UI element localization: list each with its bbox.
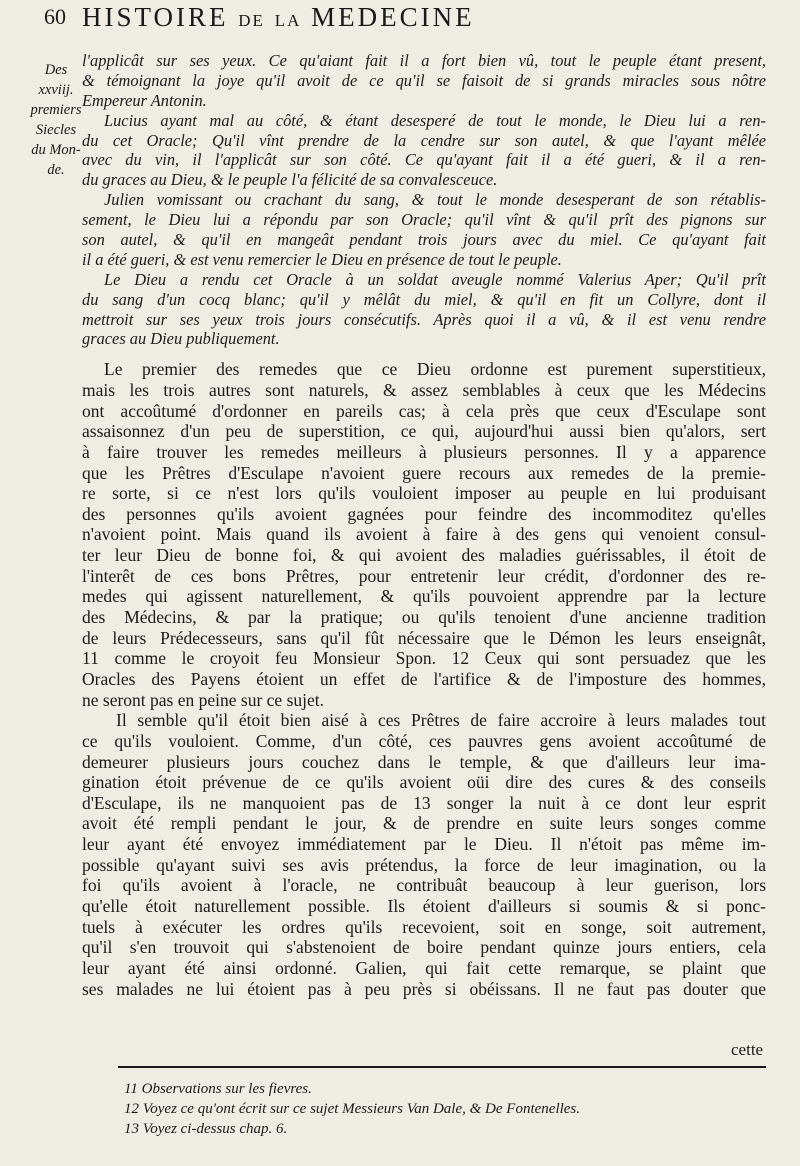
text-line: l'interêt de ces bons Prêtres, pour entretenir leur crédit, d'ordonner des re- (82, 565, 766, 586)
text-line: il a été gueri, & est venu remercier le Dieu en présence de tout le peuple. (82, 249, 562, 269)
text-line: des personnes qu'ils avoient gagnées pour feindre des incommoditez qu'elles (82, 503, 766, 524)
text-line: mettroit sur ses yeux trois jours consécutifs. Après quoi il a vû, & il est venu rendre (82, 309, 766, 329)
text-line: gination étoit prévenue de ce qu'ils avoient oüi dire des cures & des conseils (82, 772, 766, 793)
catchword: cette (731, 1040, 764, 1059)
page-header (44, 2, 784, 42)
paragraph-gap (82, 349, 766, 359)
text-line: leur ayant été ainsi ordonné. Galien, qui fait cette remarque, se plaint que (82, 957, 766, 978)
footnote: 13 Voyez ci-dessus chap. 6. (124, 1121, 288, 1137)
text-line: ce qu'ils vouloient. Comme, d'un côté, ces pauvres gens avoient accoûtumé de (82, 730, 766, 751)
text-line: Empereur Antonin. (82, 90, 207, 110)
text-line: mais les trois autres sont naturels, & assez semblables à ceux que les Médecins (82, 380, 766, 400)
text-line: avec du vin, il l'applicât sur son côté. Ce qu'ayant fait il a été gueri, & il a ren- (82, 150, 766, 170)
text-line: ter leur Dieu de bonne foi, & qui avoient des maladies guérissables, il étoit de (82, 545, 766, 566)
text-line: qu'il s'en trouvoit qui s'abstenoient de boire pendant quinze jours entiers, cela (82, 937, 766, 958)
text-line: medes qui agissent naturellement, & qu'ils pouvoient apprendre par la lecture (82, 586, 766, 607)
text-line: tuels à exécuter les ordres qu'ils recevoient, soit en songe, soit autrement, (82, 916, 766, 937)
margin-note-line: du Mon- (31, 142, 81, 158)
footnote-rule (118, 1066, 766, 1068)
text-line: de leurs Prédecesseurs, sans qu'il fût nécessaire que le Démon les leurs enseignât, (82, 627, 766, 648)
text-line: Lucius ayant mal au côté, & étant desesperé de tout le monde, le Dieu lui a ren- (104, 110, 766, 130)
text-line: ses malades ne lui étoient pas à peu près si obéissans. Il ne faut pas douter que (82, 978, 766, 999)
text-line: du sang d'un cocq blanc; qu'il y mêlât du miel, & qu'il en fit un Collyre, dont il (82, 289, 766, 309)
text-line: ont accoûtumé d'ordonner en pareils cas; à cela près que ceux d'Esculape sont (82, 400, 766, 421)
title-de: DE (238, 11, 265, 30)
text-line: ne seront pas en peine sur ce sujet. (82, 689, 325, 710)
footnotes (124, 1079, 764, 1139)
text-line: graces au Dieu publiquement. (82, 329, 280, 349)
text-line: 11 comme le croyoit feu Monsieur Spon. 12 Ceux qui sont persuadez que les (82, 648, 766, 669)
text-line: Le Dieu a rendu cet Oracle à un soldat aveugle nommé Valerius Aper; Qu'il prît (104, 269, 766, 289)
margin-note-line: xxviij. (38, 82, 74, 98)
page-number: 60 (44, 4, 66, 29)
text-line: avoit été rempli pendant le jour, & de prendre en suite leurs songes comme (82, 813, 766, 834)
text-line: son autel, & qu'il en mangeât pendant trois jours avec du miel. Ce qu'ayant fait (82, 230, 766, 250)
text-line: possible qu'ayant suivi ses avis prétendus, la force de leur imagination, ou la (82, 854, 766, 875)
text-line: re sorte, si ce n'est lors qu'ils vouloient imposer au peuple en lui produisant (82, 483, 766, 504)
text-line: d'Esculape, ils ne manquoient pas de 13 songer la nuit à ce dont leur esprit (82, 792, 766, 813)
text-line: sement, le Dieu lui a répondu par son Oracle; qu'il vînt & qu'il prît des pignons sur (82, 210, 766, 230)
title-la: LA (274, 11, 302, 30)
text-line: Il semble qu'il étoit bien aisé à ces Prêtres de faire accroire à leurs malades tout (116, 710, 766, 731)
text-line: Le premier des remedes que ce Dieu ordonne est purement superstitieux, (104, 359, 766, 380)
margin-note-line: premiers (30, 102, 82, 118)
text-line: du cet Oracle; Qu'il vînt prendre de la cendre sur son autel, & que l'ayant mêlée (82, 130, 766, 150)
footnote: 11 Observations sur les fievres. (124, 1081, 312, 1097)
text-line: foi qu'ils avoient à l'oracle, ne contribuât beaucoup à leur guerison, lors (82, 875, 766, 896)
text-line: l'applicât sur ses yeux. Ce qu'aiant fait il a fort bien vû, tout le peuple étant present, (82, 51, 766, 70)
text-line: du graces au Dieu, & le peuple l'a félicité de sa convalesceuce. (82, 170, 498, 190)
text-line: des Médecins, & par la pratique; ou qu'ils tenoient d'une ancienne tradition (82, 607, 766, 628)
margin-note-line: Des (44, 62, 68, 78)
text-line: Oracles des Payens étoient un effet de l'artifice & de l'imposture des hommes, (82, 668, 766, 689)
text-line: qu'elle étoit naturellement possible. Ils étoient d'ailleurs si soumis & si ponc- (82, 896, 766, 917)
text-line: demeurer plusieurs jours couchez dans le temple, & que d'ailleurs leur ima- (82, 751, 766, 772)
footnote: 12 Voyez ce qu'ont écrit sur ce sujet Messieurs Van Dale, & De Fontenelles. (124, 1101, 581, 1117)
title-part-2: MEDECINE (311, 2, 475, 32)
margin-note-line: de. (47, 162, 65, 178)
running-title (82, 2, 782, 33)
margin-note (22, 60, 90, 180)
text-line: leur ayant été envoyez immédiatement par le Dieu. Il n'étoit pas même im- (82, 834, 766, 855)
text-line: que les Prêtres d'Esculape n'avoient guere recours aux remedes de la premie- (82, 462, 766, 483)
text-line: assaisonnez d'un peu de superstition, ce qui, aujourd'hui aussi bien qu'alors, sert (82, 421, 766, 442)
text-line: & témoignant la joye qu'il avoit de ce qu'il se faisoit de si grands miracles sous nôtre (82, 70, 766, 90)
main-text (82, 51, 766, 999)
margin-note-line: Siecles (35, 122, 77, 138)
title-part-1: HISTOIRE (82, 2, 229, 32)
text-line: à faire trouver les remedes meilleurs à plusieurs personnes. Il y a apparence (82, 441, 766, 462)
text-line: Julien vomissant ou crachant du sang, & tout le monde desesperant de son rétablis- (104, 190, 766, 210)
text-line: n'avoient point. Mais quand ils avoient à faire à des gens qui venoient consul- (82, 524, 766, 545)
